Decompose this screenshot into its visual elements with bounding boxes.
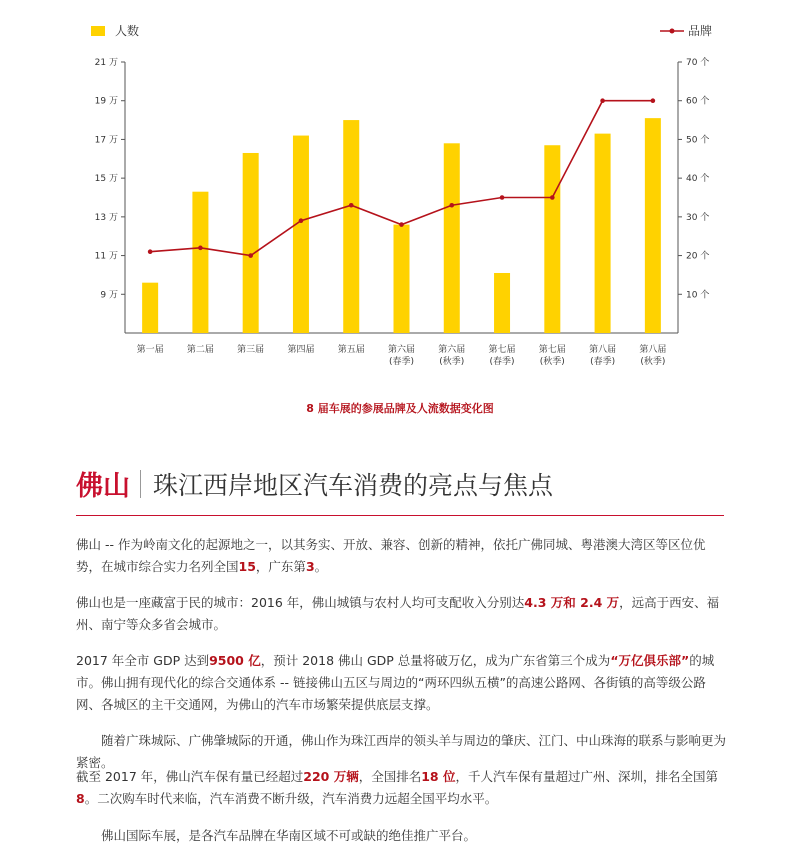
x-tick-label: 第八届: [589, 345, 617, 355]
legend-line-label: 品牌: [688, 24, 713, 38]
right-tick-label: 50 个: [686, 135, 710, 146]
x-tick-label: 第七届: [538, 345, 566, 355]
line-point: [198, 246, 203, 251]
x-tick-label: (春季): [590, 357, 616, 367]
x-tick-label: 第六届: [387, 345, 416, 355]
bar: [192, 192, 208, 333]
x-tick-label: (春季): [388, 357, 415, 367]
paragraph-1: 佛山 -- 作为岭南文化的起源地之一，以其务实、开放、兼容、创新的精神，依托广佛同城、粤港澳大湾区等区位优势，在城市综合实力名列全国15，广东第3。: [76, 537, 706, 574]
line-point: [399, 222, 404, 227]
paragraph-2: 佛山也是一座藏富于民的城市：2016 年，佛山城镇与农村人均可支配收入分别达4.3 万和 2.4 万，远高于西安、福州、南宁等众多省会城市。: [76, 595, 720, 632]
x-axis-labels: [137, 343, 667, 367]
x-tick-label: 第八届: [639, 345, 667, 355]
x-tick-label: (春季): [489, 357, 515, 367]
x-tick-label: (秋季): [439, 357, 465, 367]
line-point: [349, 203, 354, 208]
legend: [91, 23, 712, 38]
bar: [243, 153, 259, 333]
line-point: [449, 203, 454, 208]
title-main: 佛山: [76, 471, 130, 502]
x-tick-label: (秋季): [539, 357, 565, 367]
right-tick-label: 60 个: [686, 96, 710, 107]
title-sub: 珠江西岸地区汽车消费的亮点与焦点: [153, 470, 554, 500]
legend-line-marker: [670, 29, 675, 34]
chart-title: 8 届车展的参展品牌及人流数据变化图: [306, 402, 494, 415]
bar: [645, 118, 661, 333]
x-tick-label: 第七届: [488, 345, 516, 355]
right-tick-label: 70 个: [686, 58, 710, 68]
right-tick-label: 40 个: [686, 174, 710, 185]
right-tick-label: 30 个: [686, 212, 710, 223]
legend-bar-label: 人数: [115, 24, 140, 38]
left-tick-label: 11 万: [94, 251, 118, 262]
chart: [0, 0, 800, 390]
bar: [494, 273, 510, 333]
left-axis-ticks: [95, 57, 125, 300]
line-point: [550, 195, 555, 200]
left-tick-label: 21 万: [94, 58, 118, 68]
title-rule: [76, 515, 724, 516]
right-axis-ticks: [678, 56, 709, 300]
left-tick-label: 19 万: [94, 96, 118, 107]
left-tick-label: 15 万: [94, 174, 118, 185]
title-divider: [140, 470, 141, 498]
line-point: [148, 249, 153, 254]
bar: [544, 145, 560, 333]
paragraph-3: 2017 年全市 GDP 达到9500 亿，预计 2018 佛山 GDP 总量将破万亿，成为广东省第三个成为“万亿俱乐部”的城市。佛山拥有现代化的综合交通体系 -- 链接佛山五区与周边的“两环四纵五横”的高速公路网、各街镇的高等级公路网、各城区的主干交通网，为佛山的汽车市场繁荣提供底层支撑。: [76, 653, 715, 712]
paragraph-4: 随着广珠城际、广佛肇城际的开通，佛山作为珠江西岸的领头羊与周边的肇庆、江门、中山珠海的联系与影响更为紧密。: [76, 733, 727, 770]
bar: [444, 143, 460, 333]
right-tick-label: 10 个: [686, 290, 710, 301]
x-tick-label: 第五届: [337, 345, 365, 355]
legend-bar-swatch: [91, 26, 105, 36]
section-title: [76, 464, 553, 503]
line-point: [651, 98, 656, 103]
left-tick-label: 17 万: [94, 135, 118, 146]
line-point: [248, 253, 253, 258]
line-point: [600, 98, 605, 103]
line-point: [299, 218, 304, 223]
right-tick-label: 20 个: [686, 251, 710, 262]
paragraph-6: 佛山国际车展，是各汽车品牌在华南区域不可或缺的绝佳推广平台。: [101, 828, 477, 843]
line-point: [500, 195, 505, 200]
bar: [394, 225, 410, 333]
bar: [343, 120, 359, 333]
paragraph-5: 截至 2017 年，佛山汽车保有量已经超过220 万辆，全国排名18 位，千人汽车保有量超过广州、深圳，排名全国第8。二次购车时代来临，汽车消费不断升级，汽车消费力远超全国平均水平。: [76, 769, 718, 806]
bar: [142, 283, 158, 333]
bar: [293, 136, 309, 333]
left-tick-label: 13 万: [94, 212, 118, 223]
x-tick-label: 第四届: [287, 345, 315, 355]
bar: [595, 134, 611, 333]
x-tick-label: (秋季): [640, 357, 666, 367]
x-tick-label: 第一届: [136, 345, 164, 355]
x-tick-label: 第六届: [438, 345, 466, 355]
x-tick-label: 第二届: [186, 345, 214, 355]
left-tick-label: 9 万: [100, 290, 118, 301]
x-tick-label: 第三届: [237, 345, 265, 355]
